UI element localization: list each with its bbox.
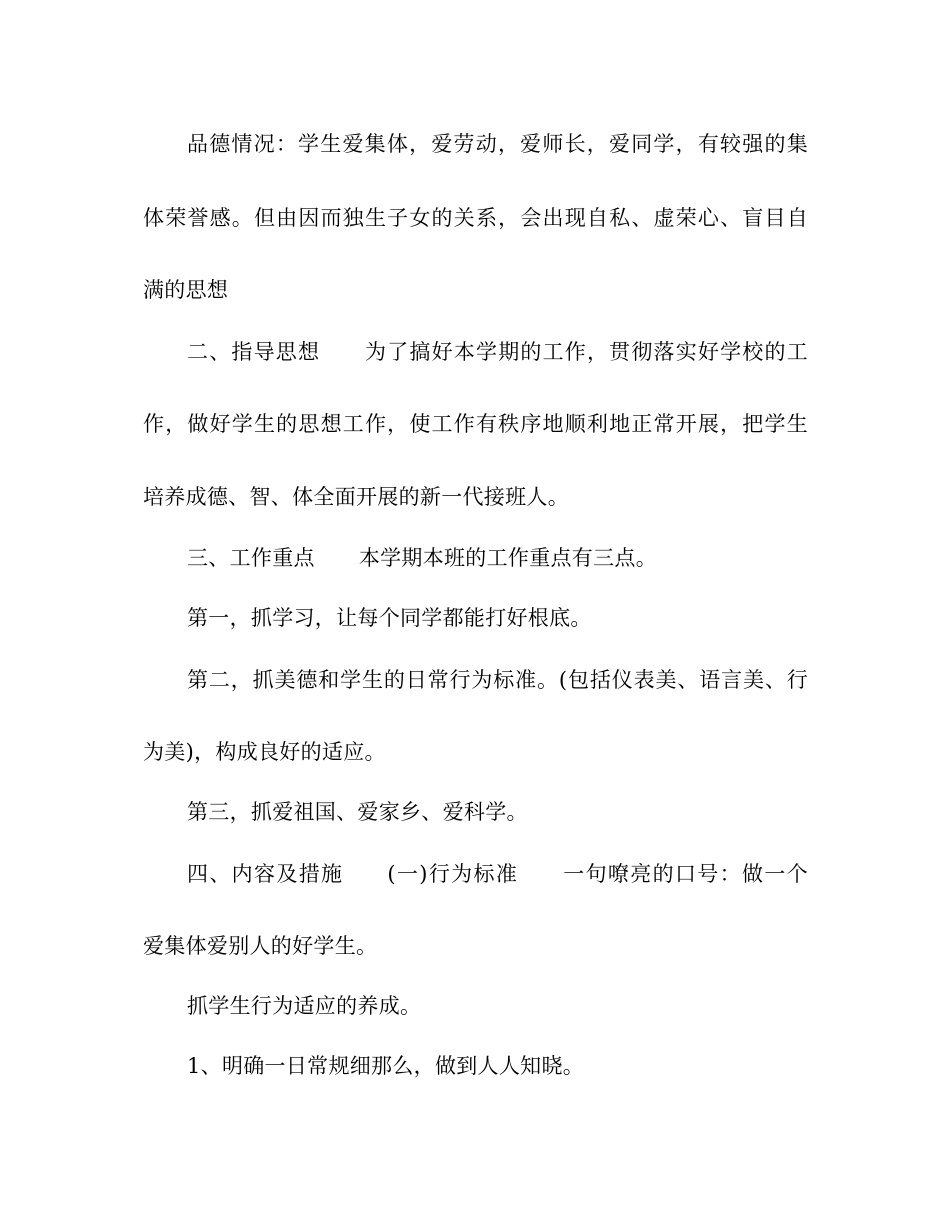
section-heading-guiding-ideology: 二、指导思想 <box>187 340 321 364</box>
paragraph-8-line-1: 抓学生行为适应的养成。 <box>187 994 422 1018</box>
paragraph-7-text-1: 一句嘹亮的口号：做一个 <box>562 862 808 886</box>
section-heading-work-focus: 三、工作重点 <box>187 546 315 570</box>
paragraph-2-line-1 <box>187 338 808 366</box>
paragraph-7-line-1 <box>187 860 808 888</box>
paragraph-2-text-1: 为了搞好本学期的工作，贯彻落实好学校的工 <box>364 340 808 364</box>
paragraph-6-line-1: 第三，抓爱祖国、爱家乡、爱科学。 <box>187 800 528 824</box>
paragraph-3-line-1 <box>187 544 808 572</box>
section-heading-content-measures: 四、内容及措施 <box>187 862 344 886</box>
paragraph-2-line-3: 培养成德、智、体全面开展的新一代接班人。 <box>143 485 569 509</box>
paragraph-2-line-2: 作，做好学生的思想工作，使工作有秩序地顺利地正常开展，把学生 <box>143 412 808 436</box>
paragraph-3-text-1: 本学期本班的工作重点有三点。 <box>358 546 658 570</box>
paragraph-1-line-1: 品德情况：学生爱集体，爱劳动，爱师长，爱同学，有较强的集 <box>187 132 808 156</box>
paragraph-1-line-2: 体荣誉感。但由因而独生子女的关系，会出现自私、虚荣心、盲目自 <box>143 206 808 230</box>
paragraph-4-line-1: 第一，抓学习，让每个同学都能打好根底。 <box>187 606 592 630</box>
paragraph-5-line-1: 第二，抓美德和学生的日常行为标准。(包括仪表美、语言美、行 <box>187 668 808 692</box>
paragraph-5-line-2: 为美)，构成良好的适应。 <box>143 740 386 764</box>
paragraph-9-line-1: 1、明确一日常规细那么，做到人人知晓。 <box>187 1054 585 1078</box>
paragraph-1-line-3: 满的思想 <box>143 278 229 302</box>
paragraph-7-line-2: 爱集体爱别人的好学生。 <box>143 934 378 958</box>
subheading-behavior-standards: (一)行为标准 <box>387 862 519 886</box>
